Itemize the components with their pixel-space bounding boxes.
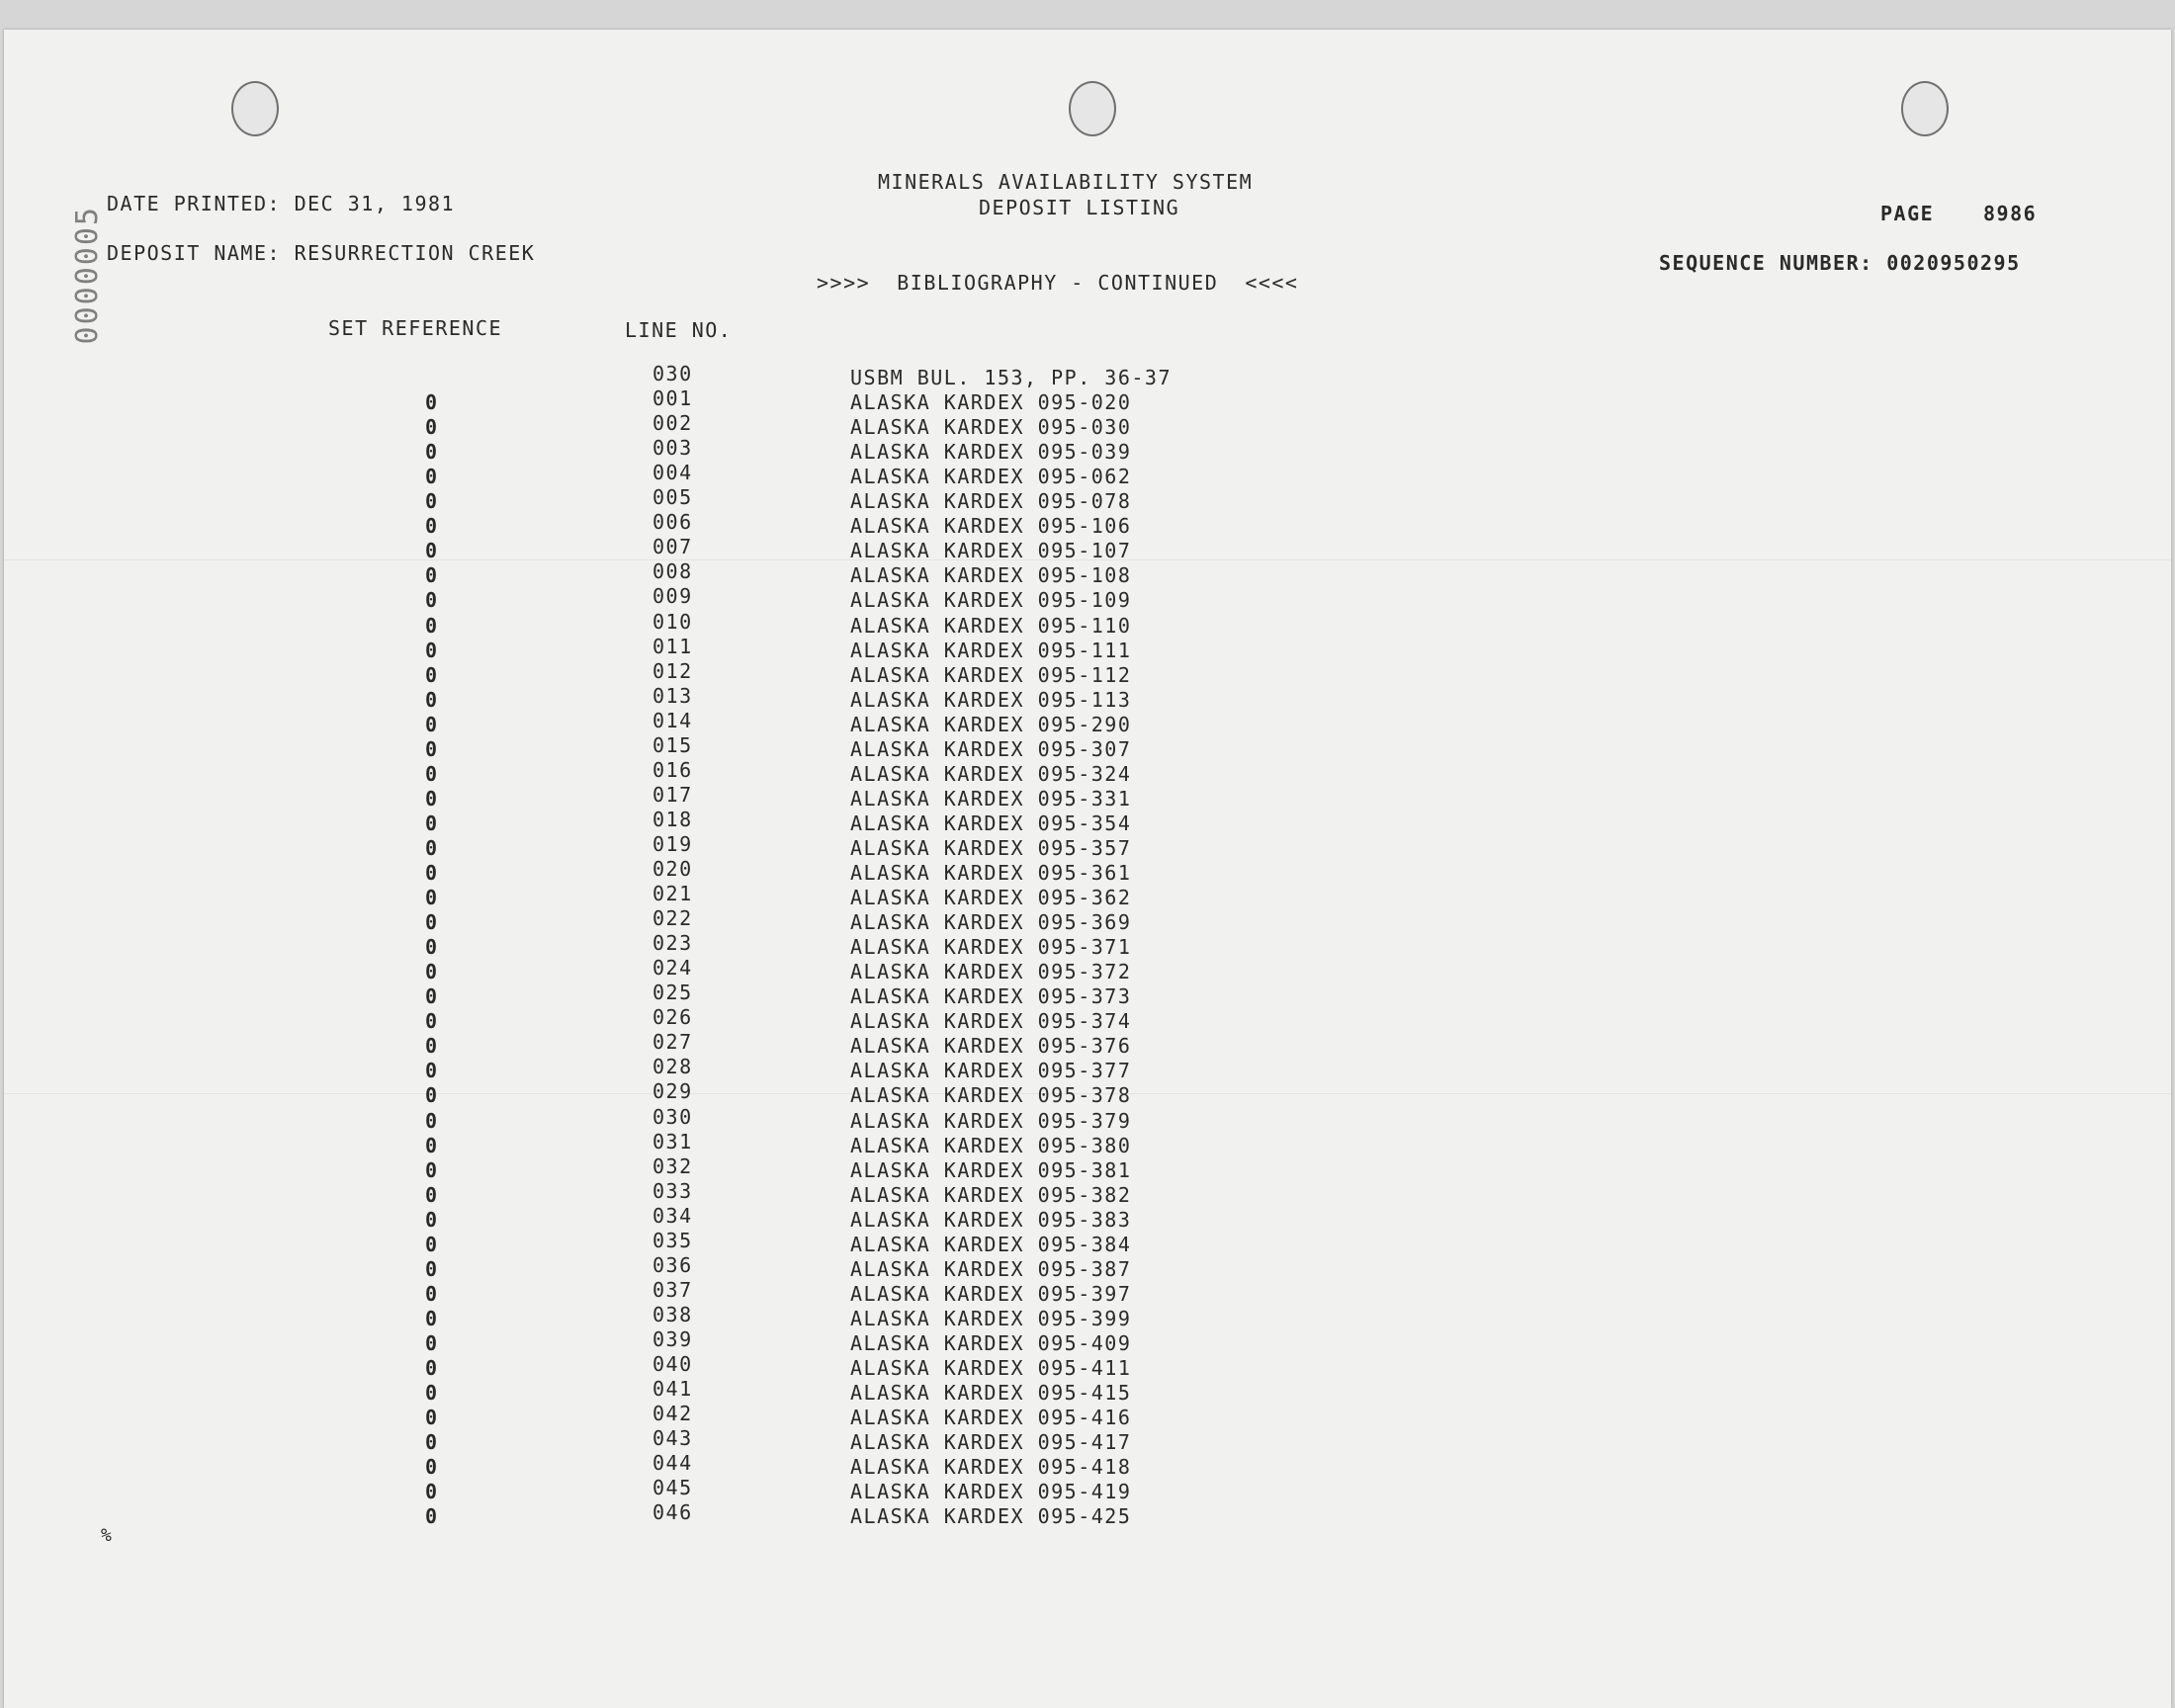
line-number-cell: 002 <box>652 411 693 435</box>
reference-cell: ALASKA KARDEX 095-112 <box>850 663 1132 687</box>
set-reference-cell: 0 <box>424 1356 438 1380</box>
line-number-cell: 004 <box>652 461 693 484</box>
reference-cell: ALASKA KARDEX 095-397 <box>850 1282 1132 1306</box>
page-number: 8986 <box>1983 202 2038 225</box>
line-number-cell: 028 <box>652 1055 693 1078</box>
line-no-header: LINE NO. <box>625 318 733 342</box>
reference-cell: ALASKA KARDEX 095-416 <box>850 1406 1132 1429</box>
line-number-cell: 020 <box>652 857 693 881</box>
reference-cell: ALASKA KARDEX 095-379 <box>850 1109 1132 1133</box>
line-number-cell: 019 <box>652 832 693 856</box>
set-reference-cell: 0 <box>424 811 438 835</box>
set-reference-cell: 0 <box>424 1504 438 1528</box>
line-number-cell: 018 <box>652 808 693 831</box>
set-reference-cell: 0 <box>424 787 438 811</box>
reference-cell: ALASKA KARDEX 095-383 <box>850 1208 1132 1232</box>
set-reference-cell: 0 <box>424 1233 438 1256</box>
reference-cell: ALASKA KARDEX 095-372 <box>850 960 1132 983</box>
section-title: >>>> BIBLIOGRAPHY - CONTINUED <<<< <box>817 271 1299 295</box>
punch-hole-left <box>231 81 279 136</box>
reference-cell: ALASKA KARDEX 095-354 <box>850 811 1132 835</box>
reference-cell: ALASKA KARDEX 095-106 <box>850 514 1132 538</box>
line-number-cell: 007 <box>652 535 693 558</box>
set-reference-cell: 0 <box>424 614 438 638</box>
side-stamp-text: 0000005 <box>70 206 105 345</box>
set-reference-cell: 0 <box>424 1158 438 1182</box>
line-number-cell: 039 <box>652 1327 693 1351</box>
line-number-cell: 001 <box>652 386 693 410</box>
set-reference-cell: 0 <box>424 1282 438 1306</box>
set-reference-cell: 0 <box>424 886 438 909</box>
set-reference-cell: 0 <box>424 588 438 612</box>
line-number-cell: 012 <box>652 659 693 683</box>
line-number-cell: 030 <box>652 362 693 385</box>
set-reference-cell: 0 <box>424 836 438 860</box>
reference-cell: ALASKA KARDEX 095-376 <box>850 1034 1132 1058</box>
set-reference-cell: 0 <box>424 960 438 983</box>
reference-cell: ALASKA KARDEX 095-415 <box>850 1381 1132 1405</box>
set-reference-cell: 0 <box>424 713 438 736</box>
listing-title: DEPOSIT LISTING <box>979 196 1180 219</box>
set-reference-cell: 0 <box>424 1083 438 1107</box>
line-number-cell: 033 <box>652 1179 693 1203</box>
line-number-cell: 046 <box>652 1500 693 1524</box>
set-reference-cell: 0 <box>424 1455 438 1479</box>
line-number-cell: 045 <box>652 1476 693 1499</box>
set-reference-cell: 0 <box>424 1480 438 1503</box>
set-reference-cell: 0 <box>424 415 438 439</box>
sequence-number: SEQUENCE NUMBER: 0020950295 <box>1659 251 2021 275</box>
line-number-cell: 043 <box>652 1426 693 1450</box>
line-number-cell: 017 <box>652 783 693 807</box>
set-reference-cell: 0 <box>424 663 438 687</box>
reference-cell: ALASKA KARDEX 095-369 <box>850 910 1132 934</box>
reference-cell: ALASKA KARDEX 095-418 <box>850 1455 1132 1479</box>
reference-cell: ALASKA KARDEX 095-113 <box>850 688 1132 712</box>
line-number-cell: 009 <box>652 584 693 608</box>
reference-cell: ALASKA KARDEX 095-378 <box>850 1083 1132 1107</box>
set-reference-cell: 0 <box>424 688 438 712</box>
reference-cell: ALASKA KARDEX 095-419 <box>850 1480 1132 1503</box>
line-number-cell: 037 <box>652 1278 693 1302</box>
reference-cell: ALASKA KARDEX 095-290 <box>850 713 1132 736</box>
reference-cell: ALASKA KARDEX 095-108 <box>850 563 1132 587</box>
line-number-cell: 040 <box>652 1352 693 1376</box>
reference-cell: ALASKA KARDEX 095-020 <box>850 390 1132 414</box>
reference-cell: ALASKA KARDEX 095-331 <box>850 787 1132 811</box>
line-number-cell: 023 <box>652 931 693 955</box>
line-number-cell: 013 <box>652 684 693 708</box>
set-reference-cell: 0 <box>424 984 438 1008</box>
set-reference-cell: 0 <box>424 935 438 959</box>
line-number-cell: 006 <box>652 510 693 534</box>
reference-cell: ALASKA KARDEX 095-371 <box>850 935 1132 959</box>
line-number-cell: 044 <box>652 1451 693 1475</box>
line-number-cell: 034 <box>652 1204 693 1228</box>
reference-cell: ALASKA KARDEX 095-078 <box>850 489 1132 513</box>
reference-cell: ALASKA KARDEX 095-110 <box>850 614 1132 638</box>
line-number-cell: 021 <box>652 882 693 905</box>
set-reference-cell: 0 <box>424 1059 438 1082</box>
set-reference-cell: 0 <box>424 1208 438 1232</box>
footer-mark: % <box>101 1525 114 1546</box>
set-reference-cell: 0 <box>424 737 438 761</box>
line-number-cell: 008 <box>652 559 693 583</box>
line-number-cell: 031 <box>652 1130 693 1153</box>
reference-cell: ALASKA KARDEX 095-384 <box>850 1233 1132 1256</box>
system-title: MINERALS AVAILABILITY SYSTEM <box>878 170 1254 194</box>
reference-cell: ALASKA KARDEX 095-425 <box>850 1504 1132 1528</box>
reference-cell: ALASKA KARDEX 095-381 <box>850 1158 1132 1182</box>
reference-cell: ALASKA KARDEX 095-382 <box>850 1183 1132 1207</box>
reference-cell: ALASKA KARDEX 095-362 <box>850 886 1132 909</box>
reference-cell: ALASKA KARDEX 095-109 <box>850 588 1132 612</box>
set-reference-cell: 0 <box>424 539 438 562</box>
line-number-cell: 022 <box>652 906 693 930</box>
set-reference-cell: 0 <box>424 1331 438 1355</box>
set-reference-cell: 0 <box>424 514 438 538</box>
line-number-cell: 026 <box>652 1005 693 1029</box>
reference-cell: ALASKA KARDEX 095-374 <box>850 1009 1132 1033</box>
set-reference-cell: 0 <box>424 390 438 414</box>
line-number-cell: 010 <box>652 610 693 634</box>
reference-cell: ALASKA KARDEX 095-377 <box>850 1059 1132 1082</box>
line-number-cell: 038 <box>652 1303 693 1326</box>
set-reference-cell: 0 <box>424 1109 438 1133</box>
set-reference-cell: 0 <box>424 1381 438 1405</box>
reference-cell: ALASKA KARDEX 095-039 <box>850 440 1132 464</box>
side-stamp <box>70 206 113 345</box>
reference-cell: USBM BUL. 153, PP. 36-37 <box>850 366 1172 389</box>
punch-hole-center <box>1069 81 1116 136</box>
line-number-cell: 014 <box>652 709 693 732</box>
reference-cell: ALASKA KARDEX 095-111 <box>850 639 1132 662</box>
line-number-cell: 025 <box>652 981 693 1004</box>
line-number-cell: 035 <box>652 1229 693 1252</box>
reference-cell: ALASKA KARDEX 095-411 <box>850 1356 1132 1380</box>
line-number-cell: 011 <box>652 635 693 658</box>
deposit-name: DEPOSIT NAME: RESURRECTION CREEK <box>107 241 536 265</box>
set-reference-cell: 0 <box>424 1257 438 1281</box>
line-number-cell: 027 <box>652 1030 693 1054</box>
line-number-cell: 042 <box>652 1402 693 1425</box>
set-reference-cell: 0 <box>424 1307 438 1330</box>
reference-cell: ALASKA KARDEX 095-380 <box>850 1134 1132 1157</box>
set-reference-cell: 0 <box>424 1430 438 1454</box>
set-reference-cell: 0 <box>424 465 438 488</box>
page-label: PAGE <box>1880 202 1935 225</box>
set-reference-cell: 0 <box>424 861 438 885</box>
line-number-cell: 029 <box>652 1079 693 1103</box>
set-reference-header: SET REFERENCE <box>328 316 503 340</box>
line-number-cell: 041 <box>652 1377 693 1401</box>
set-reference-cell: 0 <box>424 762 438 786</box>
set-reference-cell: 0 <box>424 910 438 934</box>
reference-cell: ALASKA KARDEX 095-307 <box>850 737 1132 761</box>
line-number-cell: 005 <box>652 485 693 509</box>
date-printed: DATE PRINTED: DEC 31, 1981 <box>107 192 456 215</box>
reference-cell: ALASKA KARDEX 095-409 <box>850 1331 1132 1355</box>
line-number-cell: 036 <box>652 1253 693 1277</box>
punch-hole-right <box>1901 81 1949 136</box>
reference-cell: ALASKA KARDEX 095-387 <box>850 1257 1132 1281</box>
line-number-cell: 003 <box>652 436 693 460</box>
set-reference-cell: 0 <box>424 1034 438 1058</box>
reference-cell: ALASKA KARDEX 095-324 <box>850 762 1132 786</box>
set-reference-cell: 0 <box>424 1009 438 1033</box>
line-number-cell: 016 <box>652 758 693 782</box>
reference-cell: ALASKA KARDEX 095-357 <box>850 836 1132 860</box>
reference-cell: ALASKA KARDEX 095-399 <box>850 1307 1132 1330</box>
reference-cell: ALASKA KARDEX 095-062 <box>850 465 1132 488</box>
line-number-cell: 015 <box>652 733 693 757</box>
set-reference-cell: 0 <box>424 1183 438 1207</box>
reference-cell: ALASKA KARDEX 095-373 <box>850 984 1132 1008</box>
reference-cell: ALASKA KARDEX 095-030 <box>850 415 1132 439</box>
line-number-cell: 032 <box>652 1154 693 1178</box>
reference-cell: ALASKA KARDEX 095-361 <box>850 861 1132 885</box>
set-reference-cell: 0 <box>424 440 438 464</box>
set-reference-cell: 0 <box>424 1406 438 1429</box>
line-number-cell: 024 <box>652 956 693 980</box>
set-reference-cell: 0 <box>424 1134 438 1157</box>
reference-cell: ALASKA KARDEX 095-417 <box>850 1430 1132 1454</box>
printout-sheet <box>4 30 2171 1708</box>
line-number-cell: 030 <box>652 1105 693 1129</box>
set-reference-cell: 0 <box>424 563 438 587</box>
set-reference-cell: 0 <box>424 489 438 513</box>
set-reference-cell: 0 <box>424 639 438 662</box>
reference-cell: ALASKA KARDEX 095-107 <box>850 539 1132 562</box>
